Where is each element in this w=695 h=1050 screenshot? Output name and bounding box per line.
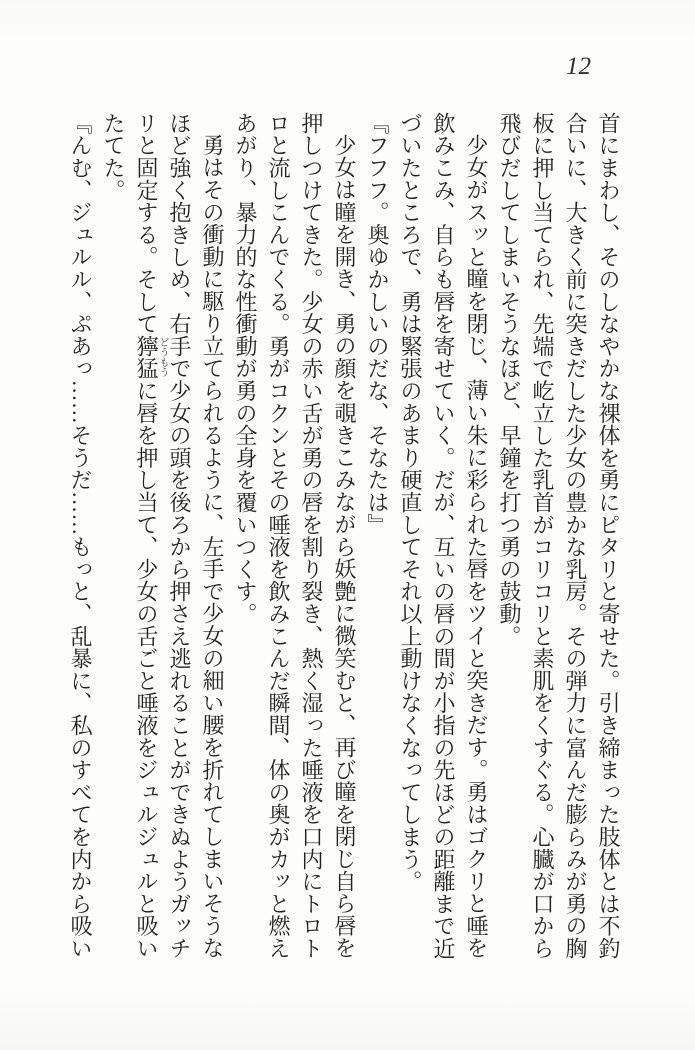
paragraph: [394, 112, 493, 970]
paragraph: [229, 112, 361, 970]
furigana-word: 獰猛どうもう: [134, 335, 168, 380]
text-run: 首にまわし、そのしなやかな裸体を勇にピタリと寄せた。引き締まった肢体とは不釣合いに、大きく前に突きだした少女の豊かな乳房。その弾力に富んだ膨らみが勇の胸板に押し当てられ、先端で屹立した乳首がコリコリと素肌をくすぐる。心臓が口から飛びだしてしまいそうなほど、早鐘を打つ勇の鼓動。: [497, 112, 621, 960]
paragraph: [361, 112, 394, 970]
text-run: に唇を押し当て、少女の舌ごと唾液をジュルジュルと吸いたてた。: [101, 112, 159, 960]
text-run: 少女は瞳を開き、勇の顔を覗きこみながら妖艶に微笑むと、再び瞳を閉じ自ら唇を押しつけてきた。少女の赤い舌が勇の唇を割り裂き、熱く湿った唾液を口内にトロトロと流しこんでくる。勇がコクンとその唾液を飲みこんだ瞬間、体の奥がカッと燃えあがり、暴力的な性衝動が勇の全身を覆いつくす。: [233, 112, 357, 960]
page-text-body: [64, 112, 625, 970]
paragraph: [97, 112, 229, 970]
paragraph: [493, 112, 625, 970]
text-run: 少女がスッと瞳を閉じ、薄い朱に彩られた唇をツイと突きだす。勇はゴクリと唾を飲みこみ、自らも唇を寄せていく。だが、互いの唇の間が小指の先ほどの距離まで近づいたところで、勇は緊張のあまり硬直してそれ以上動けなくなってしまう。: [398, 112, 489, 960]
text-run: 『んむ、ジュルル、ぷあっ……そうだ……もっと、乱暴に、私のすべてを内から吸い: [68, 112, 93, 960]
text-run: 勇はその衝動に駆り立てられるように、左手で少女の細い腰を折れてしまいそうなほど強く抱きしめ、右手で少女の頭を後ろから押さえ逃れることができぬようガッチリと固定する。そして: [134, 112, 225, 960]
text-run: 『フフフ。奥ゆかしいのだな、そなたは』: [365, 112, 390, 536]
paragraph: [64, 112, 97, 970]
page-number: 12: [566, 53, 591, 80]
